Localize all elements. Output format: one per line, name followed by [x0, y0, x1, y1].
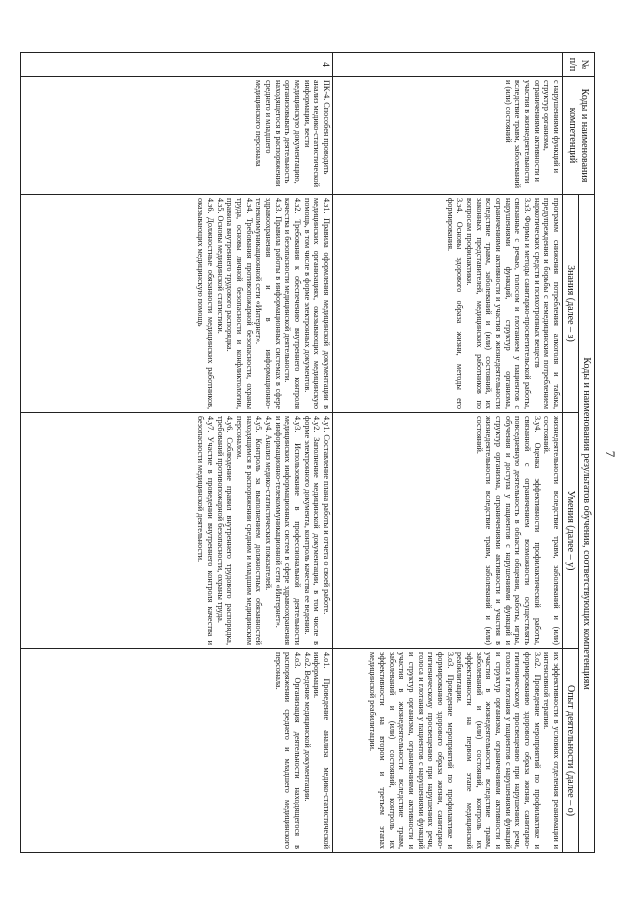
knowledge-item: 4.з1. Правила оформления медицинской документации в медицинских организациях, оказывающих медицинскую помощь, в том числе в форме электронных документов. — [302, 198, 331, 409]
header-results: Коды и наименования результатов обучения, соответствующих компетенциям — [579, 195, 595, 853]
experience-item: 4.о2. Ведение медицинской документации. — [302, 652, 312, 802]
skills-cell — [21, 413, 333, 649]
experience-item: 4.о3. Организация деятельности находящегося в распоряжении среднего и младшего медицинского персонала. — [273, 652, 302, 849]
header-num: № п/п — [563, 53, 595, 77]
table-row — [21, 53, 333, 853]
experience-cell — [21, 649, 333, 853]
knowledge-cell — [21, 195, 333, 413]
knowledge-item: 4.з3. Правила работы в информационных системах в сфере здравоохранения и в информационно-телекоммуникационной сети «Интернет». — [254, 198, 283, 409]
skills-cell — [333, 413, 563, 649]
experience-cell — [333, 649, 563, 853]
row-number — [333, 53, 563, 77]
knowledge-item: 4.з4. Требования противопожарной безопасности, охраны труда, основы личной безопасности и конфликтологии, правила внутреннего трудового распорядка. — [225, 198, 254, 409]
skill-item: 4.у1. Составление плана работы и отчета о своей работе. — [322, 416, 331, 615]
skill-item: 4.у6. Соблюдение правил внутреннего трудового распорядка, требований противопожарной безопасности, охраны труда. — [215, 416, 235, 645]
rotated-sheet — [20, 52, 595, 852]
knowledge-item: 3.з4. Основы здорового образа жизни, методы его формирования. — [445, 198, 465, 409]
skill-item: 4.у3. Использование в профессиональной деятельности медицинских информационных систем в сфере здравоохранения и информационно-телекоммуникационной сети «Интернет». — [273, 416, 302, 645]
competency-name: с нарушениями функций и структур организма, ограничениями активности и участия в жизнедеятельности вследствие травм, заболеваний и (или) состояний — [333, 77, 563, 195]
experience-item: 3.о2. Проведение мероприятий по профилактике и формированию здорового образа жизни, санитарно-гигиеническому просвещению при нарушениях речи, голоса и глотания у пациентов с нарушениями функций и структур организма, ограничениями активности и участия в жизнедеятельности вследствие травм, заболеваний и (или) состояний, контроль их эффективности на первом этапе медицинской реабилитации. — [455, 652, 542, 849]
skill-item: 4.у5. Контроль за выполнением должностных обязанностей находящимся в распоряжении средним и младшим медицинским персоналом. — [234, 416, 264, 645]
skill-item: жизнедеятельности вследствие травм, заболеваний и (или) состояний. — [542, 416, 561, 645]
skill-item: 4.у7. Участие в проведении внутреннего контроля качества и безопасности медицинской деятельности. — [196, 416, 215, 645]
experience-item: 4.о1. Проведение анализа медико-статистической информации. — [312, 652, 331, 849]
skill-item: 3.у4. Оценка эффективности профилактической работы, связанной с ограничением возможности осуществлять повседневную деятельность в области общения, работы, игры, обучения и доступа у пациентов с нарушениями функций и структур организма, ограничениями активности и участия в жизнедеятельности вследствие травм, заболеваний и (или) состояний. — [474, 416, 542, 645]
knowledge-item: 4.з2. Требования к обеспечению внутреннего контроля качества и безопасности медицинской деятельности. — [283, 198, 302, 409]
experience-item: их эффективности в условиях отделения реанимации и интенсивной терапии. — [542, 652, 561, 849]
competency-name: ПК-4. Способен проводить анализ медико-статистической информации, вести медицинскую документацию, организовывать деятельность находящегося в распоряжении среднего и младшего медицинского персонала — [21, 77, 333, 195]
header-experience: Опыт деятельности (далее – о) — [563, 649, 579, 853]
page-number: 7 — [603, 450, 618, 458]
row-number: 4 — [21, 53, 333, 77]
skill-item: 4.у4. Анализ медико-статистических показателей. — [263, 416, 273, 591]
header-knowledge: Знания (далее – з) — [563, 195, 579, 413]
knowledge-item: 4.з6. Должностные обязанности медицинских работников, оказывающих медицинскую помощь — [196, 198, 215, 409]
knowledge-cell — [333, 195, 563, 413]
competency-table — [20, 52, 595, 853]
experience-item: 3.о3. Проведение мероприятий по профилактике и формированию здорового образа жизни, санитарно-гигиеническому просвещению при нарушениях речи, голоса и глотания у пациентов с нарушениями функций и структур организма, ограничениями активности и участия в жизнедеятельности вследствие травм, заболеваний и (или) состояний, контроль их эффективности на втором и третьем этапах медицинской реабилитации. — [368, 652, 455, 849]
table-row — [333, 53, 563, 853]
header-skills: Умения (далее – у) — [563, 413, 579, 649]
knowledge-item: 4.з5. Основы медицинской статистики. — [215, 198, 225, 334]
knowledge-item: 3.з3. Формы и методы санитарно-просветительской работы, связанные с речью, голосом и глотанием у пациентов с нарушениями функций, структур организма, ограничениями активности и участия в жизнедеятельности вследствие травм, заболеваний и (или) состояний, их законных представителей, медицинских работников по вопросам профилактики. — [464, 198, 532, 409]
knowledge-item: программ снижения потребления алкоголя и табака, предупреждения и борьбы с немедицинским потреблением наркотических средств и психотропных веществ — [532, 198, 561, 409]
skill-item: 4.у2. Заполнение медицинской документации, в том числе в форме электронного документа, контроль качества ее ведения. — [302, 416, 322, 645]
header-codes: Коды и наименования компетенций — [563, 77, 595, 195]
